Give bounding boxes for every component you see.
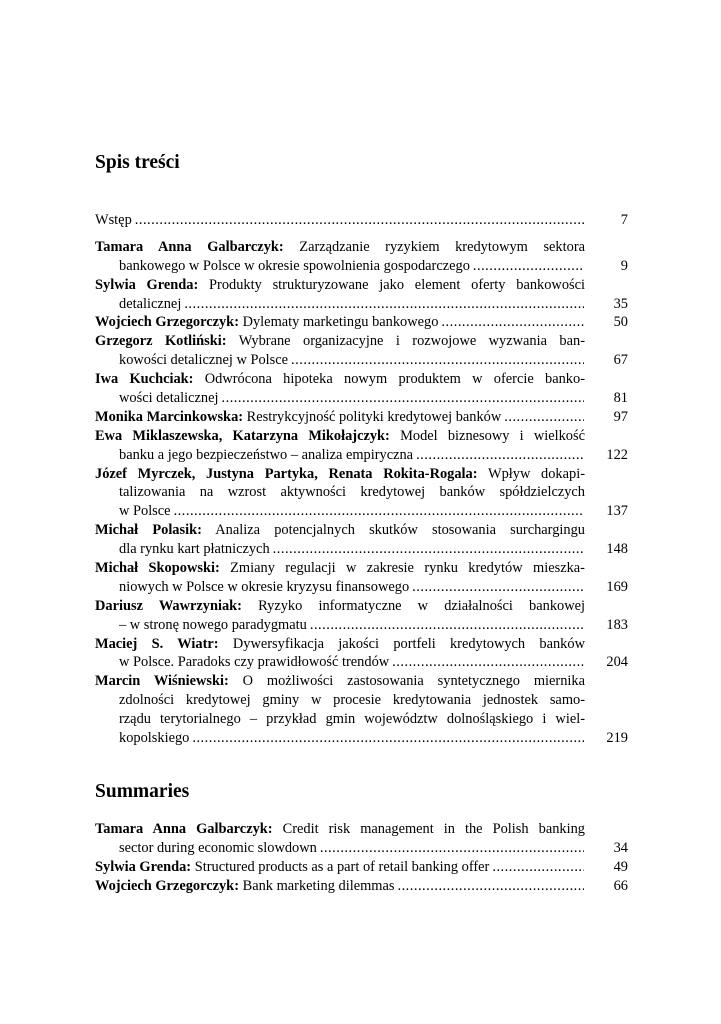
entry-title: Produkty strukturyzowane jako element oferty bankowości: [209, 276, 585, 293]
summaries-list: [95, 820, 628, 896]
entry-title: wości detalicznej: [119, 390, 219, 407]
dot-leader: [394, 877, 584, 896]
toc-entry-line: [95, 839, 584, 858]
entry-title: kopolskiego: [119, 730, 190, 747]
entry-author: Wojciech Grzegorczyk:: [95, 314, 239, 331]
page-number: 9: [620, 257, 628, 274]
page-number: 204: [606, 654, 628, 671]
page-number: 35: [613, 295, 628, 312]
toc-entry[interactable]: [95, 313, 628, 332]
dot-leader: [132, 211, 584, 230]
toc-entry-line: [95, 521, 585, 540]
toc-entry[interactable]: [95, 238, 628, 276]
dot-leader: [181, 295, 584, 314]
entry-title: Zarządzanie ryzykiem kredytowym sektora: [299, 238, 585, 255]
toc-entry-line: [95, 351, 584, 370]
toc-entry-line: [95, 276, 585, 295]
toc-entry-line: [95, 483, 585, 502]
dot-leader: [270, 540, 584, 559]
toc-entry[interactable]: [95, 672, 628, 748]
page-number: 169: [606, 578, 628, 595]
toc-entry[interactable]: [95, 408, 628, 427]
entry-title: Structured products as a part of retail banking offer: [194, 858, 490, 875]
toc-entry-line: [95, 408, 584, 427]
entry-title: w Polsce: [119, 503, 171, 520]
page-number: 122: [606, 446, 628, 463]
toc-entry-line: [95, 616, 584, 635]
toc-entry[interactable]: [95, 820, 628, 858]
entry-title: dla rynku kart płatniczych: [119, 541, 270, 558]
page-number: 7: [620, 211, 628, 228]
toc-entry-line: [95, 370, 585, 389]
entry-author: Dariusz Wawrzyniak:: [95, 597, 242, 614]
page-number: 81: [613, 390, 628, 406]
entry-title: rządu terytorialnego – przykład gmin województw dolnośląskiego i wiel-: [119, 711, 585, 728]
dot-leader: [489, 858, 584, 877]
dot-leader: [389, 653, 584, 672]
entry-title: Model biznesowy i wielkość: [400, 427, 585, 444]
entry-author: Marcin Wiśniewski:: [95, 673, 229, 690]
entry-title: Wybrane organizacyjne i rozwojowe wyzwania ban-: [238, 333, 585, 350]
page-number: 66: [613, 877, 628, 894]
entry-title: banku a jego bezpieczeństwo – analiza empiryczna: [119, 446, 414, 463]
toc-list: [95, 211, 628, 748]
page-number: 97: [613, 408, 628, 425]
toc-entry[interactable]: [95, 597, 628, 635]
toc-entry[interactable]: [95, 877, 628, 896]
entry-title: talizowania na wzrost aktywności kredytowej banków spółdzielczych: [119, 484, 585, 501]
toc-entry-line: [95, 540, 584, 559]
toc-entry-line: [95, 820, 585, 839]
page-number: 34: [613, 839, 628, 856]
entry-author: Ewa Miklaszewska, Katarzyna Mikołajczyk:: [95, 427, 390, 444]
toc-entry-line: [95, 877, 584, 896]
toc-entry-line: [95, 729, 584, 748]
toc-entry-line: [95, 502, 584, 521]
toc-heading: Spis treści: [95, 152, 180, 173]
toc-entry[interactable]: [95, 276, 628, 314]
toc-entry-line: [95, 446, 584, 465]
dot-leader: [470, 257, 584, 276]
toc-entry-line: [95, 559, 585, 578]
entry-author: Maciej S. Wiatr:: [95, 635, 219, 652]
entry-title: Ryzyko informatyczne w działalności bankowej: [258, 597, 585, 614]
toc-entry[interactable]: [95, 370, 628, 408]
toc-entry-line: [95, 635, 585, 654]
toc-entry-line: [95, 238, 585, 257]
toc-entry-line: [95, 257, 584, 276]
entry-author: Sylwia Grenda:: [95, 858, 192, 875]
toc-entry-line: [95, 295, 584, 314]
toc-entry[interactable]: [95, 521, 628, 559]
entry-title: bankowego w Polsce w okresie spowolnienia gospodarczego: [119, 257, 470, 274]
page-number: 67: [613, 352, 628, 369]
entry-title: O możliwości zastosowania syntetycznego miernika: [242, 673, 585, 690]
entry-title: zdolności kredytowej gminy w procesie kredytowania jednostek samo-: [119, 692, 585, 709]
entry-author: Iwa Kuchciak:: [95, 371, 194, 388]
toc-entry[interactable]: [95, 465, 628, 522]
toc-entry[interactable]: [95, 559, 628, 597]
toc-entry-line: [95, 578, 584, 597]
entry-author: Józef Myrczek, Justyna Partyka, Renata Rokita-Rogala:: [95, 465, 478, 482]
entry-author: Grzegorz Kotliński:: [95, 333, 227, 350]
dot-leader: [409, 578, 584, 597]
page-number: 50: [613, 314, 628, 331]
toc-entry-line: [95, 389, 584, 408]
entry-title: detalicznej: [119, 295, 182, 312]
entry-title: Zmiany regulacji w zakresie rynku kredytów mieszka-: [230, 560, 585, 577]
dot-leader: [307, 616, 584, 635]
entry-title: Analiza potencjalnych skutków stosowania surchargingu: [215, 522, 585, 539]
dot-leader: [438, 313, 584, 332]
entry-author: Tamara Anna Galbarczyk:: [95, 238, 284, 255]
entry-title: niowych w Polsce w okresie kryzysu finansowego: [119, 578, 410, 595]
toc-entry-line: [95, 691, 585, 710]
entry-author: Tamara Anna Galbarczyk:: [95, 821, 273, 837]
page-number: 137: [606, 503, 628, 520]
toc-entry[interactable]: [95, 635, 628, 673]
entry-title: w Polsce. Paradoks czy prawidłowość trendów: [119, 654, 390, 671]
toc-entry[interactable]: [95, 427, 628, 465]
dot-leader: [288, 351, 584, 370]
entry-title: Credit risk management in the Polish banking: [282, 821, 585, 837]
dot-leader: [189, 729, 584, 748]
entry-author: Monika Marcinkowska:: [95, 408, 244, 425]
dot-leader: [171, 502, 584, 521]
toc-entry-line: [95, 427, 585, 446]
toc-entry[interactable]: [95, 858, 628, 877]
entry-title: Dywersyfikacja jakości portfeli kredytowych banków: [232, 635, 585, 652]
toc-entry-line: [95, 332, 585, 351]
page-number: 49: [613, 858, 628, 875]
toc-entry-line: [95, 313, 584, 332]
entry-title: sector during economic slowdown: [119, 839, 317, 856]
entry-author: Michał Skopowski:: [95, 560, 220, 577]
entry-title: Odwrócona hipoteka nowym produktem w ofercie banko-: [204, 371, 585, 388]
dot-leader: [219, 389, 585, 408]
entry-title: kowości detalicznej w Polsce: [119, 352, 289, 369]
entry-title: Restrykcyjność polityki kredytowej banków: [246, 408, 502, 425]
entry-title: Bank marketing dilemmas: [242, 877, 395, 894]
entry-title: – w stronę nowego paradygmatu: [119, 616, 307, 633]
page-number: 219: [606, 730, 628, 747]
toc-entry-line: [95, 465, 585, 484]
toc-entry-line: [95, 211, 584, 230]
toc-entry-line: [95, 858, 584, 877]
toc-entry-line: [95, 710, 585, 729]
toc-entry-line: [95, 672, 585, 691]
toc-entry[interactable]: [95, 211, 628, 230]
entry-author: Michał Polasik:: [95, 522, 202, 539]
dot-leader: [317, 839, 584, 858]
page-number: 183: [606, 616, 628, 633]
dot-leader: [501, 408, 584, 427]
entry-title: Wstęp: [95, 212, 132, 228]
dot-leader: [413, 446, 584, 465]
toc-entry[interactable]: [95, 332, 628, 370]
entry-author: Wojciech Grzegorczyk:: [95, 877, 239, 894]
summaries-heading: Summaries: [95, 781, 190, 802]
page-number: 148: [606, 541, 628, 558]
entry-title: Dylematy marketingu bankowego: [242, 314, 439, 331]
entry-author: Sylwia Grenda:: [95, 276, 199, 293]
toc-entry-line: [95, 597, 585, 616]
toc-entry-line: [95, 653, 584, 672]
entry-title: Wpływ dokapi-: [487, 465, 585, 482]
